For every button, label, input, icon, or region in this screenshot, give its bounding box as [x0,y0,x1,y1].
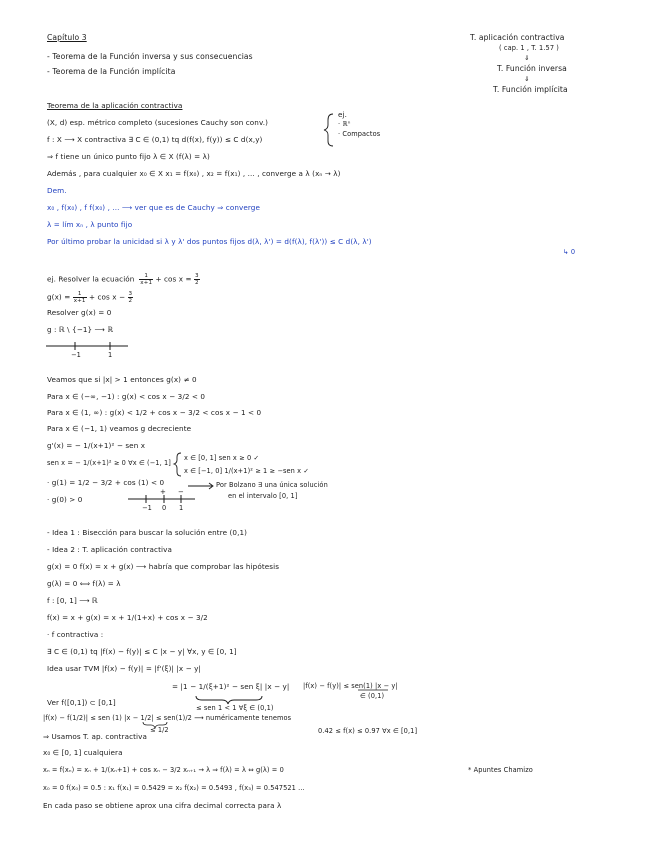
axis-label-one: 1 [108,351,113,359]
theorem-line-2: f : X ⟶ X contractiva ∃ C ∈ (0,1) tq d(f(x), f(y)) ≤ C d(x,y) [47,135,263,144]
analysis-line-2: Para x ∈ (−∞, −1) : g(x) < cos x − 3/2 < 0 [47,392,206,401]
theorem-title: Teorema de la aplicación contractiva [47,101,183,110]
equation-rhs: $\frac{3}{2}$ [195,273,199,286]
case-negative: x ∈ [−1, 0] 1/(x+1)² ≥ 1 ≥ −sen x ✓ [184,467,309,475]
bolzano-note-1: Por Bolzano ∃ una única solución [216,481,328,489]
idea-line-3: f : [0, 1] ⟶ ℝ [47,596,98,605]
analysis-line-6: sen x = − 1/(x+1)² ≥ 0 ∀x ∈ (−1, 1] [47,459,171,467]
bolzano-note-2: en el intervalo [0, 1] [228,492,298,500]
theorem-line-4: Además , para cualquier x₀ ∈ X x₁ = f(x₀) , x₂ = f(x₁) , ... , converge a λ (xₙ → λ) [47,169,341,178]
idea-line-8c: ∈ (0,1) [360,692,385,700]
idea-line-14: xₙ = f(xₙ) = xₙ + 1/(xₙ+1) + cos xₙ − 3/2 xₙ₊₁ → λ ⇒ f(λ) = λ ⇔ g(λ) = 0 [43,766,284,774]
idea-line-7: Idea usar TVM |f(x) − f(y)| = |f'(ξ)| |x − y| [47,664,202,673]
idea-line-11c: 0.42 ≤ f(x) ≤ 0.97 ∀x ∈ [0,1] [318,727,418,735]
proof-label: Dem. [47,186,67,195]
bolzano-axis-minus-one: −1 [142,504,152,512]
flow-inverse: T. Función inversa [497,64,567,73]
example-rn: · ℝⁿ [338,120,351,128]
idea-line-12: ⇒ Usamos T. ap. contractiva [43,732,147,741]
equation-fraction: $\frac{1}{x+1}$ [140,273,153,286]
idea-1: - Idea 1 : Bisección para buscar la solución entre (0,1) [47,528,248,537]
idea-line-5: · f contractiva : [47,630,104,639]
underbrace [196,696,262,704]
bolzano-axis-one: 1 [179,504,184,512]
example-line-4: g : ℝ \ {−1} ⟶ ℝ [47,325,114,334]
flow-contractive: T. aplicación contractiva [470,33,565,42]
analysis-line-7: · g(1) = 1/2 − 3/2 + cos (1) < 0 [47,478,165,487]
chapter-title: Capítulo 3 [47,33,87,42]
flow-contractive-ref: ( cap. 1 , T. 1.57 ) [499,44,559,52]
idea-line-8b: |f(x) − f(y)| ≤ sen(1) |x − y| [303,682,398,690]
examples-title: ej. [338,110,348,119]
theorem-line-1: (X, d) esp. métrico completo (sucesiones Cauchy son conv.) [47,118,269,127]
analysis-line-8: · g(0) > 0 [47,495,83,504]
idea-line-6: ∃ C ∈ (0,1) tq |f(x) − f(y)| ≤ C |x − y| ∀x, y ∈ [0, 1] [47,647,237,656]
analysis-line-5: g'(x) = − 1/(x+1)² − sen x [47,441,146,450]
proof-line-3: Por último probar la unicidad si λ y λ' dos puntos fijos d(λ, λ') = d(f(λ), f(λ')) ≤ C d(λ, λ') [47,237,372,246]
source-note: * Apuntes Chamizo [468,766,533,774]
example-line-2: g(x) = $\frac{1}{x+1}$ + cos x − $\frac{3}{2}$ [47,291,133,304]
analysis-line-1: Veamos que si |x| > 1 entonces g(x) ≠ 0 [47,375,197,384]
proof-line-1: x₀ , f(x₀) , f f(x₀) , ... ⟶ ver que es de Cauchy ⇒ converge [47,203,260,212]
idea-line-15: x₀ = 0 f(x₀) = 0.5 : x₁ f(x₁) = 0.5429 = x₂ f(x₂) = 0.5493 , f(x₃) = 0.547521 ... [43,784,305,792]
proof-line-4: ↳ 0 [563,248,576,256]
minus-mark: − [178,488,184,496]
theorem-line-3: ⇒ f tiene un único punto fijo λ ∈ X (f(λ) = λ) [47,152,210,161]
idea-line-11: |f(x) − f(1/2)| ≤ sen (1) |x − 1/2| ≤ sen(1)/2 ⟶ numéricamente tenemos [43,714,292,722]
topic-inverse-function: - Teorema de la Función inversa y sus consecuencias [47,52,253,61]
example-line-3: Resolver g(x) = 0 [47,308,112,317]
idea-2: - Idea 2 : T. aplicación contractiva [47,545,172,554]
proof-line-2: λ = lím xₙ , λ punto fijo [47,220,133,229]
plus-mark: + [160,488,166,496]
idea-line-10: Ver f([0,1]) ⊂ [0,1] [47,698,116,707]
idea-line-11b: ≤ 1/2 [150,726,169,734]
flow-arrow-2: ⇓ [524,75,530,83]
axis-label-minus-one: −1 [71,351,81,359]
idea-line-13: x₀ ∈ [0, 1] cualquiera [43,748,123,757]
idea-line-4: f(x) = x + g(x) = x + 1/(1+x) + cos x − 3/2 [47,613,208,622]
analysis-line-4: Para x ∈ (−1, 1) veamos g decreciente [47,424,192,433]
idea-line-8: = |1 − 1/(ξ+1)² − sen ξ| |x − y| [172,682,290,691]
topic-implicit-function: - Teorema de la Función implícita [47,67,176,76]
cases-brace [174,453,181,476]
flow-arrow-1: ⇓ [524,54,530,62]
flow-implicit: T. Función implícita [493,85,568,94]
analysis-line-3: Para x ∈ (1, ∞) : g(x) < 1/2 + cos x − 3/2 < cos x − 1 < 0 [47,408,262,417]
example-line-1: ej. Resolver la ecuación $\frac{1}{x+1}$ + cos x = $\frac{3}{2}$ [47,273,199,286]
case-positive: x ∈ [0, 1] sen x ≥ 0 ✓ [184,454,260,462]
idea-line-1: g(x) = 0 f(x) = x + g(x) ⟶ habría que comprobar las hipótesis [47,562,280,571]
examples-brace [324,114,333,146]
example-compact: · Compactos [338,130,381,138]
bolzano-axis-zero: 0 [162,504,167,512]
idea-line-2: g(λ) = 0 ⟺ f(λ) = λ [47,579,121,588]
idea-line-9: ≤ sen 1 < 1 ∀ξ ∈ (0,1) [196,704,274,712]
idea-line-16: En cada paso se obtiene aprox una cifra decimal correcta para λ [43,801,282,810]
